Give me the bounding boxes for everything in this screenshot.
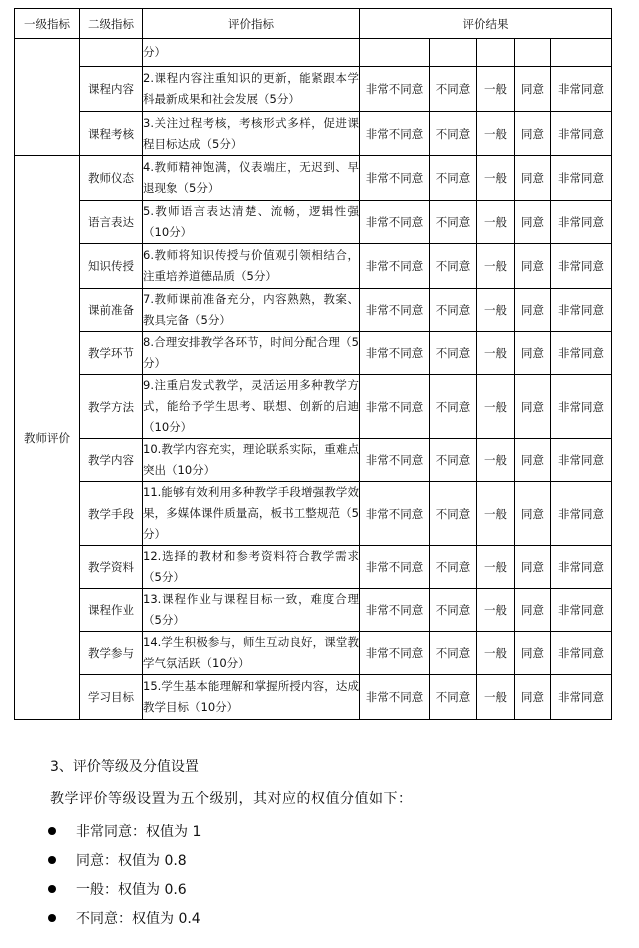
result-option-cell: 同意 (515, 156, 551, 201)
table-row (15, 632, 612, 675)
result-option-cell: 不同意 (430, 675, 477, 720)
result-option-cell: 不同意 (430, 67, 477, 112)
result-option-cell: 非常同意 (551, 201, 612, 244)
result-option-cell: 非常不同意 (360, 67, 430, 112)
level2-cell: 课程考核 (80, 112, 143, 156)
result-option-cell: 同意 (515, 589, 551, 632)
list-item (46, 874, 201, 903)
result-option-cell: 同意 (515, 439, 551, 482)
result-option-cell: 不同意 (430, 244, 477, 289)
result-option-cell: 同意 (515, 375, 551, 439)
table-body (15, 39, 612, 720)
table-row (15, 244, 612, 289)
result-option-cell: 不同意 (430, 332, 477, 375)
level2-cell: 教学环节 (80, 332, 143, 375)
level1-cell: 教师评价 (15, 156, 80, 720)
header-indicator: 评价指标 (143, 9, 360, 39)
table-row (15, 201, 612, 244)
result-option-cell: 非常同意 (551, 67, 612, 112)
result-option-cell: 一般 (477, 632, 515, 675)
result-option-cell: 非常不同意 (360, 112, 430, 156)
result-option-cell: 同意 (515, 546, 551, 589)
result-option-cell (430, 39, 477, 67)
result-option-cell: 非常同意 (551, 332, 612, 375)
level2-cell: 知识传授 (80, 244, 143, 289)
result-option-cell: 非常不同意 (360, 201, 430, 244)
result-option-cell: 非常同意 (551, 482, 612, 546)
level2-cell: 教学资料 (80, 546, 143, 589)
result-option-cell: 不同意 (430, 482, 477, 546)
result-option-cell: 非常同意 (551, 439, 612, 482)
level2-cell: 教师仪态 (80, 156, 143, 201)
indicator-cell: 5.教师语言表达清楚、流畅，逻辑性强（10分） (143, 201, 360, 244)
bullet-icon (48, 885, 56, 893)
result-option-cell: 非常不同意 (360, 289, 430, 332)
level1-cell (15, 39, 80, 156)
result-option-cell (551, 39, 612, 67)
level2-cell: 课程内容 (80, 67, 143, 112)
indicator-cell: 14.学生积极参与，师生互动良好，课堂教学气氛活跃（10分） (143, 632, 360, 675)
result-option-cell: 非常不同意 (360, 332, 430, 375)
indicator-cell: 分） (143, 39, 360, 67)
table-row (15, 112, 612, 156)
indicator-cell: 11.能够有效利用多种教学手段增强教学效果，多媒体课件质量高，板书工整规范（5分） (143, 482, 360, 546)
weight-list (46, 816, 201, 932)
result-option-cell: 非常不同意 (360, 439, 430, 482)
header-result: 评价结果 (360, 9, 612, 39)
result-option-cell: 非常不同意 (360, 589, 430, 632)
result-option-cell: 非常同意 (551, 632, 612, 675)
result-option-cell: 非常同意 (551, 289, 612, 332)
intro-text: 教学评价等级设置为五个级别，其对应的权值分值如下： (50, 791, 413, 807)
result-option-cell (515, 39, 551, 67)
result-option-cell: 同意 (515, 289, 551, 332)
bullet-icon (48, 914, 56, 922)
level-text: 同意：权值为 0.8 (76, 852, 187, 869)
table-row (15, 439, 612, 482)
indicator-cell: 4.教师精神饱满，仪表端庄，无迟到、早退现象（5分） (143, 156, 360, 201)
result-option-cell: 非常同意 (551, 675, 612, 720)
level2-cell: 课前准备 (80, 289, 143, 332)
result-option-cell (360, 39, 430, 67)
result-option-cell: 非常同意 (551, 546, 612, 589)
indicator-cell: 6.教师将知识传授与价值观引领相结合，注重培养道德品质（5分） (143, 244, 360, 289)
level2-cell: 教学方法 (80, 375, 143, 439)
result-option-cell: 同意 (515, 675, 551, 720)
result-option-cell: 一般 (477, 332, 515, 375)
result-option-cell: 同意 (515, 201, 551, 244)
indicator-cell: 15.学生基本能理解和掌握所授内容，达成教学目标（10分） (143, 675, 360, 720)
result-option-cell: 非常不同意 (360, 546, 430, 589)
indicator-cell: 8.合理安排教学各环节，时间分配合理（5分） (143, 332, 360, 375)
result-option-cell: 不同意 (430, 546, 477, 589)
result-option-cell (477, 39, 515, 67)
result-option-cell: 非常不同意 (360, 244, 430, 289)
indicator-cell: 9.注重启发式教学，灵活运用多种教学方式，能给予学生思考、联想、创新的启迪（10分） (143, 375, 360, 439)
result-option-cell: 非常同意 (551, 156, 612, 201)
level2-cell: 教学手段 (80, 482, 143, 546)
result-option-cell: 非常不同意 (360, 675, 430, 720)
table-row (15, 375, 612, 439)
level2-cell (80, 39, 143, 67)
table-row (15, 675, 612, 720)
level-text: 不同意：权值为 0.4 (76, 910, 201, 927)
table-row (15, 289, 612, 332)
header-level1: 一级指标 (15, 9, 80, 39)
header-level2: 二级指标 (80, 9, 143, 39)
result-option-cell: 非常不同意 (360, 482, 430, 546)
level-text: 一般：权值为 0.6 (76, 881, 187, 898)
section-title: 3、评价等级及分值设置 (50, 759, 199, 775)
result-option-cell: 不同意 (430, 589, 477, 632)
result-option-cell: 一般 (477, 289, 515, 332)
result-option-cell: 不同意 (430, 289, 477, 332)
result-option-cell: 一般 (477, 201, 515, 244)
table-row (15, 39, 612, 67)
result-option-cell: 一般 (477, 439, 515, 482)
indicator-cell: 7.教师课前准备充分，内容熟熟，教案、教具完备（5分） (143, 289, 360, 332)
result-option-cell: 不同意 (430, 375, 477, 439)
result-option-cell: 一般 (477, 546, 515, 589)
result-option-cell: 非常同意 (551, 589, 612, 632)
result-option-cell: 非常同意 (551, 375, 612, 439)
result-option-cell: 非常同意 (551, 244, 612, 289)
bullet-icon (48, 827, 56, 835)
result-option-cell: 非常不同意 (360, 375, 430, 439)
result-option-cell: 一般 (477, 244, 515, 289)
indicator-cell: 13.课程作业与课程目标一致，难度合理（5分） (143, 589, 360, 632)
result-option-cell: 同意 (515, 632, 551, 675)
level2-cell: 教学参与 (80, 632, 143, 675)
result-option-cell: 非常同意 (551, 112, 612, 156)
result-option-cell: 非常不同意 (360, 156, 430, 201)
indicator-cell: 2.课程内容注重知识的更新，能紧跟本学科最新成果和社会发展（5分） (143, 67, 360, 112)
result-option-cell: 同意 (515, 112, 551, 156)
result-option-cell: 不同意 (430, 112, 477, 156)
indicator-cell: 12.选择的教材和参考资料符合教学需求（5分） (143, 546, 360, 589)
bullet-icon (48, 856, 56, 864)
table-row (15, 546, 612, 589)
result-option-cell: 同意 (515, 482, 551, 546)
result-option-cell: 不同意 (430, 156, 477, 201)
result-option-cell: 同意 (515, 67, 551, 112)
result-option-cell: 不同意 (430, 439, 477, 482)
level2-cell: 教学内容 (80, 439, 143, 482)
result-option-cell: 同意 (515, 332, 551, 375)
result-option-cell: 一般 (477, 156, 515, 201)
result-option-cell: 一般 (477, 375, 515, 439)
table-row (15, 589, 612, 632)
list-item (46, 816, 201, 845)
result-option-cell: 不同意 (430, 201, 477, 244)
result-option-cell: 同意 (515, 244, 551, 289)
table-row (15, 156, 612, 201)
indicator-cell: 3.关注过程考核，考核形式多样，促进课程目标达成（5分） (143, 112, 360, 156)
level-text: 非常同意：权值为 1 (76, 823, 202, 840)
result-option-cell: 一般 (477, 589, 515, 632)
result-option-cell: 一般 (477, 675, 515, 720)
result-option-cell: 不同意 (430, 632, 477, 675)
result-option-cell: 一般 (477, 67, 515, 112)
table-row (15, 482, 612, 546)
result-option-cell: 非常不同意 (360, 632, 430, 675)
table-row (15, 332, 612, 375)
level2-cell: 语言表达 (80, 201, 143, 244)
result-option-cell: 一般 (477, 482, 515, 546)
list-item (46, 845, 201, 874)
level2-cell: 课程作业 (80, 589, 143, 632)
evaluation-table (14, 8, 612, 720)
table-row (15, 67, 612, 112)
list-item (46, 903, 201, 932)
table-header-row (15, 9, 612, 39)
result-option-cell: 一般 (477, 112, 515, 156)
level2-cell: 学习目标 (80, 675, 143, 720)
indicator-cell: 10.教学内容充实，理论联系实际，重难点突出（10分） (143, 439, 360, 482)
